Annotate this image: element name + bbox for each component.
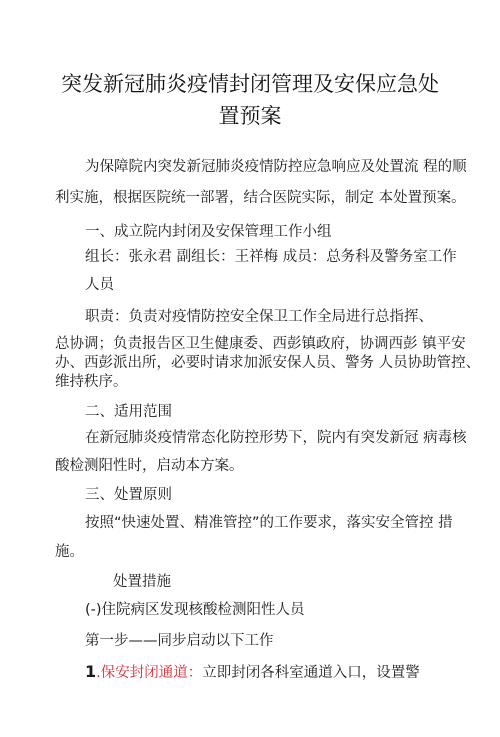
doc-title-line-1: 突发新冠肺炎疫情封闭管理及安保应急处 <box>61 72 439 96</box>
section-3-heading: 三、处置原则 <box>85 487 172 503</box>
coordination-line-2: 办、西彭派出所，必要时请求加派安保人员、警务 人员协助管控、 <box>55 355 481 371</box>
item-1-number: 1 <box>85 662 97 681</box>
subsection-1-heading: (-)住院病区发现核酸检测阳性人员 <box>85 602 305 618</box>
intro-paragraph-line-2: 利实施，根据医院统一部署，结合医院实际，制定 本处置预案。 <box>55 190 466 206</box>
scope-line-1: 在新冠肺炎疫情常态化防控形势下，院内有突发新冠 病毒核 <box>85 430 467 446</box>
coordination-line-1: 总协调；负责报告区卫生健康委、西彭镇政府，协调西彭 镇平安 <box>55 336 466 352</box>
item-1-label: .保安封闭通道： <box>96 665 203 681</box>
principle-line-2: 施。 <box>55 544 84 560</box>
section-2-heading: 二、适用范围 <box>85 404 172 420</box>
principle-line-1: 按照“快速处置、精准管控”的工作要求，落实安全管控 措 <box>85 515 453 531</box>
duty-line: 职责：负责对疫情防控安全保卫工作全局进行总指挥、 <box>85 309 433 325</box>
measures-heading: 处置措施 <box>113 574 171 590</box>
step-1-line: 第一步——同步启动以下工作 <box>85 633 274 649</box>
section-1-heading: 一、成立院内封闭及安保管理工作小组 <box>85 224 332 240</box>
scope-line-2: 酸检测阳性时，启动本方案。 <box>55 458 244 474</box>
team-members-line-1: 组长：张永君 副组长：王祥梅 成员：总务科及警务室工作 <box>85 249 457 265</box>
coordination-line-3: 维持秩序。 <box>55 374 128 390</box>
item-1-line <box>85 663 420 682</box>
item-1-text: 立即封闭各科室通道入口，设置警 <box>202 665 420 681</box>
intro-paragraph-line-1: 为保障院内突发新冠肺炎疫情防控应急响应及处置流 程的顺 <box>85 159 467 175</box>
doc-title-line-2: 置预案 <box>218 104 282 128</box>
team-members-line-2: 人员 <box>85 277 114 293</box>
